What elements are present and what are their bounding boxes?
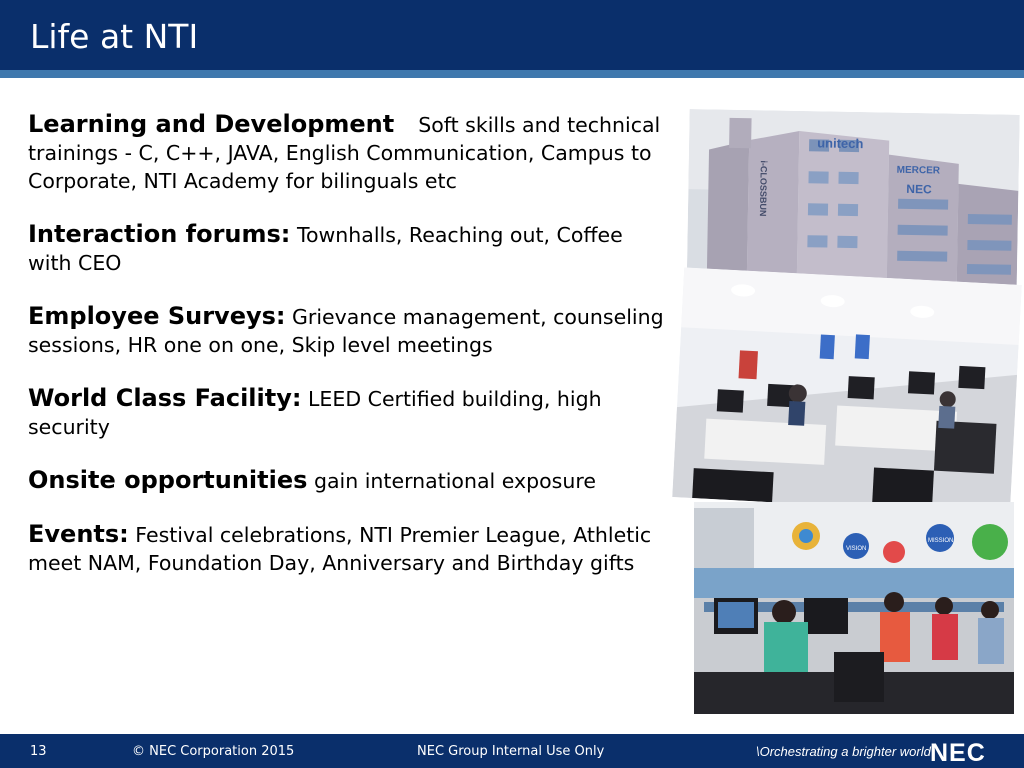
bullet-text: Soft skills and technical trainings - C, C++, JAVA, English Communication, Campus to Corporate, NTI Academy for bilinguals etc [28, 113, 661, 193]
nec-logo: NEC [930, 739, 986, 767]
bullet-heading: World Class Facility: [28, 384, 302, 412]
bullet-surveys [28, 302, 668, 359]
bullet-heading: Interaction forums: [28, 220, 291, 248]
copyright: © NEC Corporation 2015 [132, 744, 295, 759]
bullet-text: Festival celebrations, NTI Premier League, Athletic meet NAM, Foundation Day, Anniversary and Birthday gifts [28, 523, 652, 575]
slide-title: Life at NTI [30, 17, 199, 56]
page-number: 13 [30, 744, 47, 759]
bullet-events [28, 520, 668, 577]
bullet-heading: Onsite opportunities [28, 466, 308, 494]
vision-label: VISION [846, 546, 867, 552]
classification: NEC Group Internal Use Only [417, 744, 605, 759]
bullet-onsite [28, 466, 668, 495]
sign-unitech: unitech [817, 135, 864, 152]
tagline: \Orchestrating a brighter world [756, 744, 931, 759]
mission-label: MISSION [928, 538, 954, 544]
bullet-list [28, 110, 668, 602]
bullet-forums [28, 220, 668, 277]
footer-bar [0, 734, 1024, 768]
sign-nec: NEC [906, 181, 932, 197]
bullet-text: Grievance management, counseling sessions, HR one on one, Skip level meetings [28, 305, 664, 357]
sign-vertical: i-CLOSSBUN [757, 160, 769, 217]
bullet-text: Townhalls, Reaching out, Coffee with CEO [28, 223, 623, 275]
bullet-heading: Learning and Development [28, 110, 395, 138]
bullet-heading: Events: [28, 520, 129, 548]
bullet-heading: Employee Surveys: [28, 302, 286, 330]
bullet-text: LEED Certified building, high security [28, 387, 602, 439]
workstations-photo [672, 267, 1022, 514]
title-bar-stripe [0, 70, 1024, 78]
bullet-facility [28, 384, 668, 441]
office-photo [694, 502, 1014, 714]
bullet-learning [28, 110, 668, 195]
sign-mercer: MERCER [896, 164, 941, 177]
bullet-text: gain international exposure [313, 469, 596, 493]
